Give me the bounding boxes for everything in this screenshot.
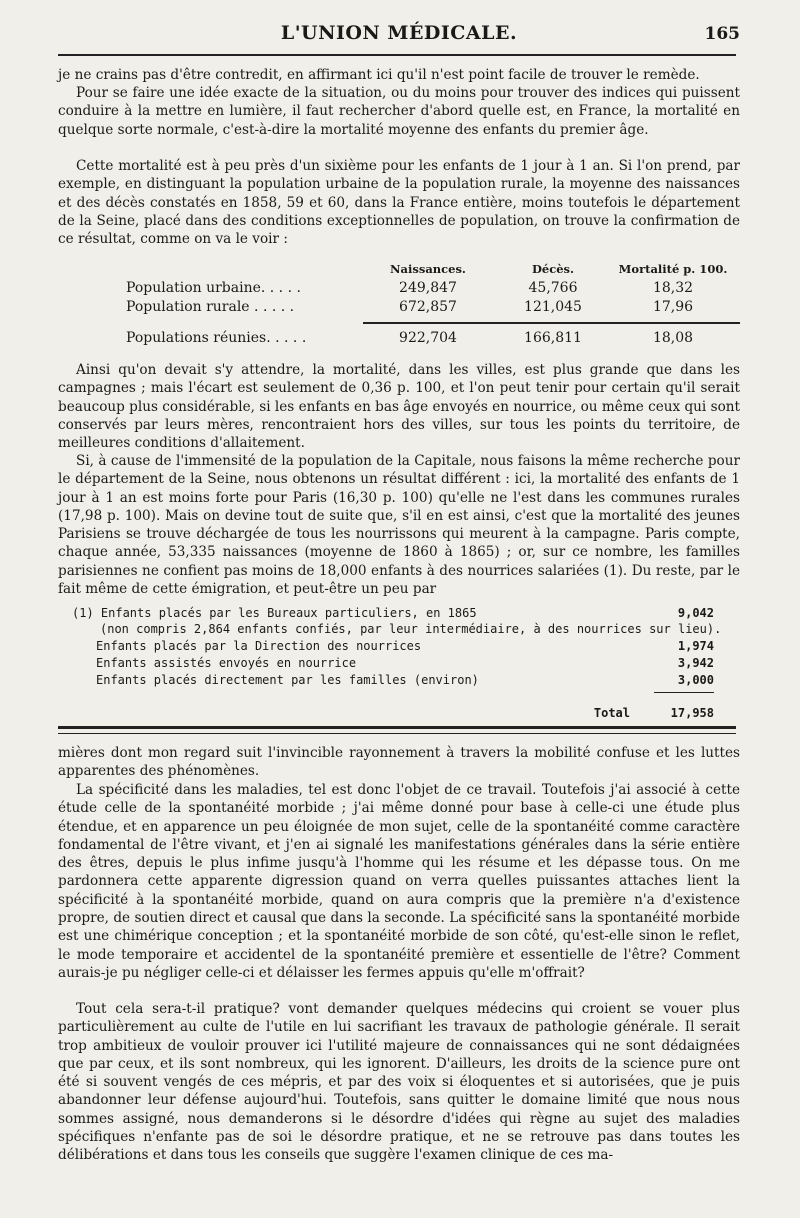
paragraph: mières dont mon regard suit l'invincible rayonnement à travers la mobilité confuse et les luttes apparentes des phénomènes. [58, 745, 740, 780]
births-cell: 922,704 [399, 330, 457, 346]
footnote-label: Enfants assistés envoyés en nourrice [96, 656, 357, 670]
footnote-value: 1,974 [677, 639, 714, 653]
footnote-value: 9,042 [677, 606, 714, 620]
footnote-total-value: 17,958 [670, 706, 714, 720]
running-header [58, 22, 740, 46]
section-rule [58, 726, 736, 729]
footnote-value: 3,942 [677, 656, 714, 670]
table-total-row [58, 330, 740, 350]
table-total-rule [363, 322, 740, 324]
page-number: 165 [704, 24, 740, 44]
mortality-cell: 18,32 [652, 280, 694, 296]
deaths-cell: 121,045 [524, 299, 582, 315]
column-header: Naissances. [390, 262, 466, 276]
mortality-cell: 18,08 [652, 330, 694, 346]
row-label: Population rurale . . . . . [126, 299, 295, 315]
mortality-cell: 17,96 [652, 299, 694, 315]
footnote-sum-rule [654, 692, 714, 693]
section-rule [58, 733, 736, 734]
row-label: Populations réunies. . . . . [126, 330, 307, 346]
footnote-value: 3,000 [677, 673, 714, 687]
table-row [58, 280, 740, 300]
journal-title: L'UNION MÉDICALE. [280, 22, 518, 44]
paragraph: Pour se faire une idée exacte de la situation, ou du moins pour trouver des indices qui puissent conduire à la mettre en lumière, il faut rechercher d'abord quelle est, en France, la mortalité en quelque sorte normale, c'est-à-dire la mortalité moyenne des enfants du premier âge. [58, 85, 740, 138]
footnote-label: Enfants placés par la Direction des nourrices [96, 639, 422, 653]
footnote-total-label: Total [593, 706, 630, 720]
footnote-row [72, 606, 714, 622]
footnote-label: (non compris 2,864 enfants confiés, par leur intermédiaire, à des nourrices sur lieu). [100, 622, 722, 636]
deaths-cell: 45,766 [528, 280, 578, 296]
footnote-total-row [72, 706, 714, 722]
paragraph: La spécificité dans les maladies, tel est donc l'objet de ce travail. Toutefois j'ai associé à cette étude celle de la spontanéité morbide ; j'ai même donné pour base à celle-ci une étude plus étendue, et en apparence un peu éloignée de mon sujet, celle de la spontanéité comme caractère fondamental de l'être vivant, et j'en ai signalé les manifestations générales dans la série entière des êtres, depuis le plus infime jusqu'à l'homme qui les résume et les dépasse tous. On me pardonnera cette apparente digression quand on verra quelles puissantes attaches lient la spécificité à la spontanéité morbide, quand on aura compris que la première n'a d'existence propre, de soutien direct et causal que dans la seconde. La spécificité sans la spontanéité morbide est une chimérique conception ; et la spontanéité morbide de son côté, qu'est-elle sinon le reflet, le mode temporaire et accidentel de la spontanéité première et essentielle de l'être? Comment aurais-je pu négliger celle-ci et délaisser les fermes appuis qu'elle m'offrait? [58, 782, 740, 981]
births-cell: 249,847 [399, 280, 457, 296]
paragraph: je ne crains pas d'être contredit, en affirmant ici qu'il n'est point facile de trouver le remède. [58, 67, 700, 83]
deaths-cell: 166,811 [524, 330, 582, 346]
footnote-row [72, 639, 714, 655]
table-header-row [58, 262, 740, 282]
paragraph: Cette mortalité est à peu près d'un sixième pour les enfants de 1 jour à 1 an. Si l'on prend, par exemple, en distinguant la population urbaine de la population rurale, la moyenne des naissances et des décès constatés en 1858, 59 et 60, dans la France entière, moins toutefois le département de la Seine, placé dans des conditions exceptionnelles de population, on trouve la confirmation de ce résultat, comme on va le voir : [58, 158, 740, 248]
column-header: Décès. [531, 262, 575, 276]
births-cell: 672,857 [399, 299, 457, 315]
paragraph: Tout cela sera-t-il pratique? vont demander quelques médecins qui croient se vouer plus particulièrement au culte de l'utile en lui sacrifiant les travaux de pathologie générale. Il serait trop ambitieux de vouloir prouver ici l'utilité majeure de connaissances qui ne sont dédaignées que par ceux, et ils sont nombreux, qui les ignorent. D'ailleurs, les droits de la science pure ont été si souvent vengés de ces mépris, et par des voix si éloquentes et si autorisées, que je puis abandonner leur défense aujourd'hui. Toutefois, sans quitter le domaine limité que nous nous sommes assigné, nous demanderons si le désordre d'idées qui règne au sujet des maladies spécifiques n'enfante pas de soi le désordre pratique, et ne se retrouve pas dans toutes les délibérations et dans tous les conseils que suggère l'examen clinique de ces ma- [58, 1001, 740, 1164]
footnote-label: (1) Enfants placés par les Bureaux particuliers, en 1865 [72, 606, 477, 620]
table-row [58, 299, 740, 319]
footnote-row [72, 622, 722, 638]
footnote-row [72, 656, 714, 672]
header-rule [58, 54, 736, 56]
paragraph: Ainsi qu'on devait s'y attendre, la mortalité, dans les villes, est plus grande que dans les campagnes ; mais l'écart est seulement de 0,36 p. 100, et l'on peut tenir pour certain qu'il serait beaucoup plus considérable, si les enfants en bas âge envoyés en nourrice, ou même ceux qui sont conservés par leurs mères, rencontraient hors des villes, sur tous les points du territoire, de meilleures conditions d'allaitement. [58, 362, 740, 452]
column-header: Mortalité p. 100. [618, 262, 728, 276]
paragraph: Si, à cause de l'immensité de la population de la Capitale, nous faisons la même recherche pour le département de la Seine, nous obtenons un résultat différent : ici, la mortalité des enfants de 1 jour à 1 an est moins forte pour Paris (16,30 p. 100) qu'elle ne l'est dans les communes rurales (17,98 p. 100). Mais on devine tout de suite que, s'il en est ainsi, c'est que la mortalité des jeunes Parisiens se trouve déchargée de tous les nourrissons qui meurent à la campagne. Paris compte, chaque année, 53,335 naissances (moyenne de 1860 à 1865) ; or, sur ce nombre, les familles parisiennes ne confient pas moins de 18,000 enfants à des nourrices salariées (1). Du reste, par le fait même de cette émigration, et peut-être un peu par [58, 453, 740, 598]
row-label: Population urbaine. . . . . [126, 280, 301, 296]
footnote-label: Enfants placés directement par les familles (environ) [96, 673, 479, 687]
footnote-row [72, 673, 714, 689]
